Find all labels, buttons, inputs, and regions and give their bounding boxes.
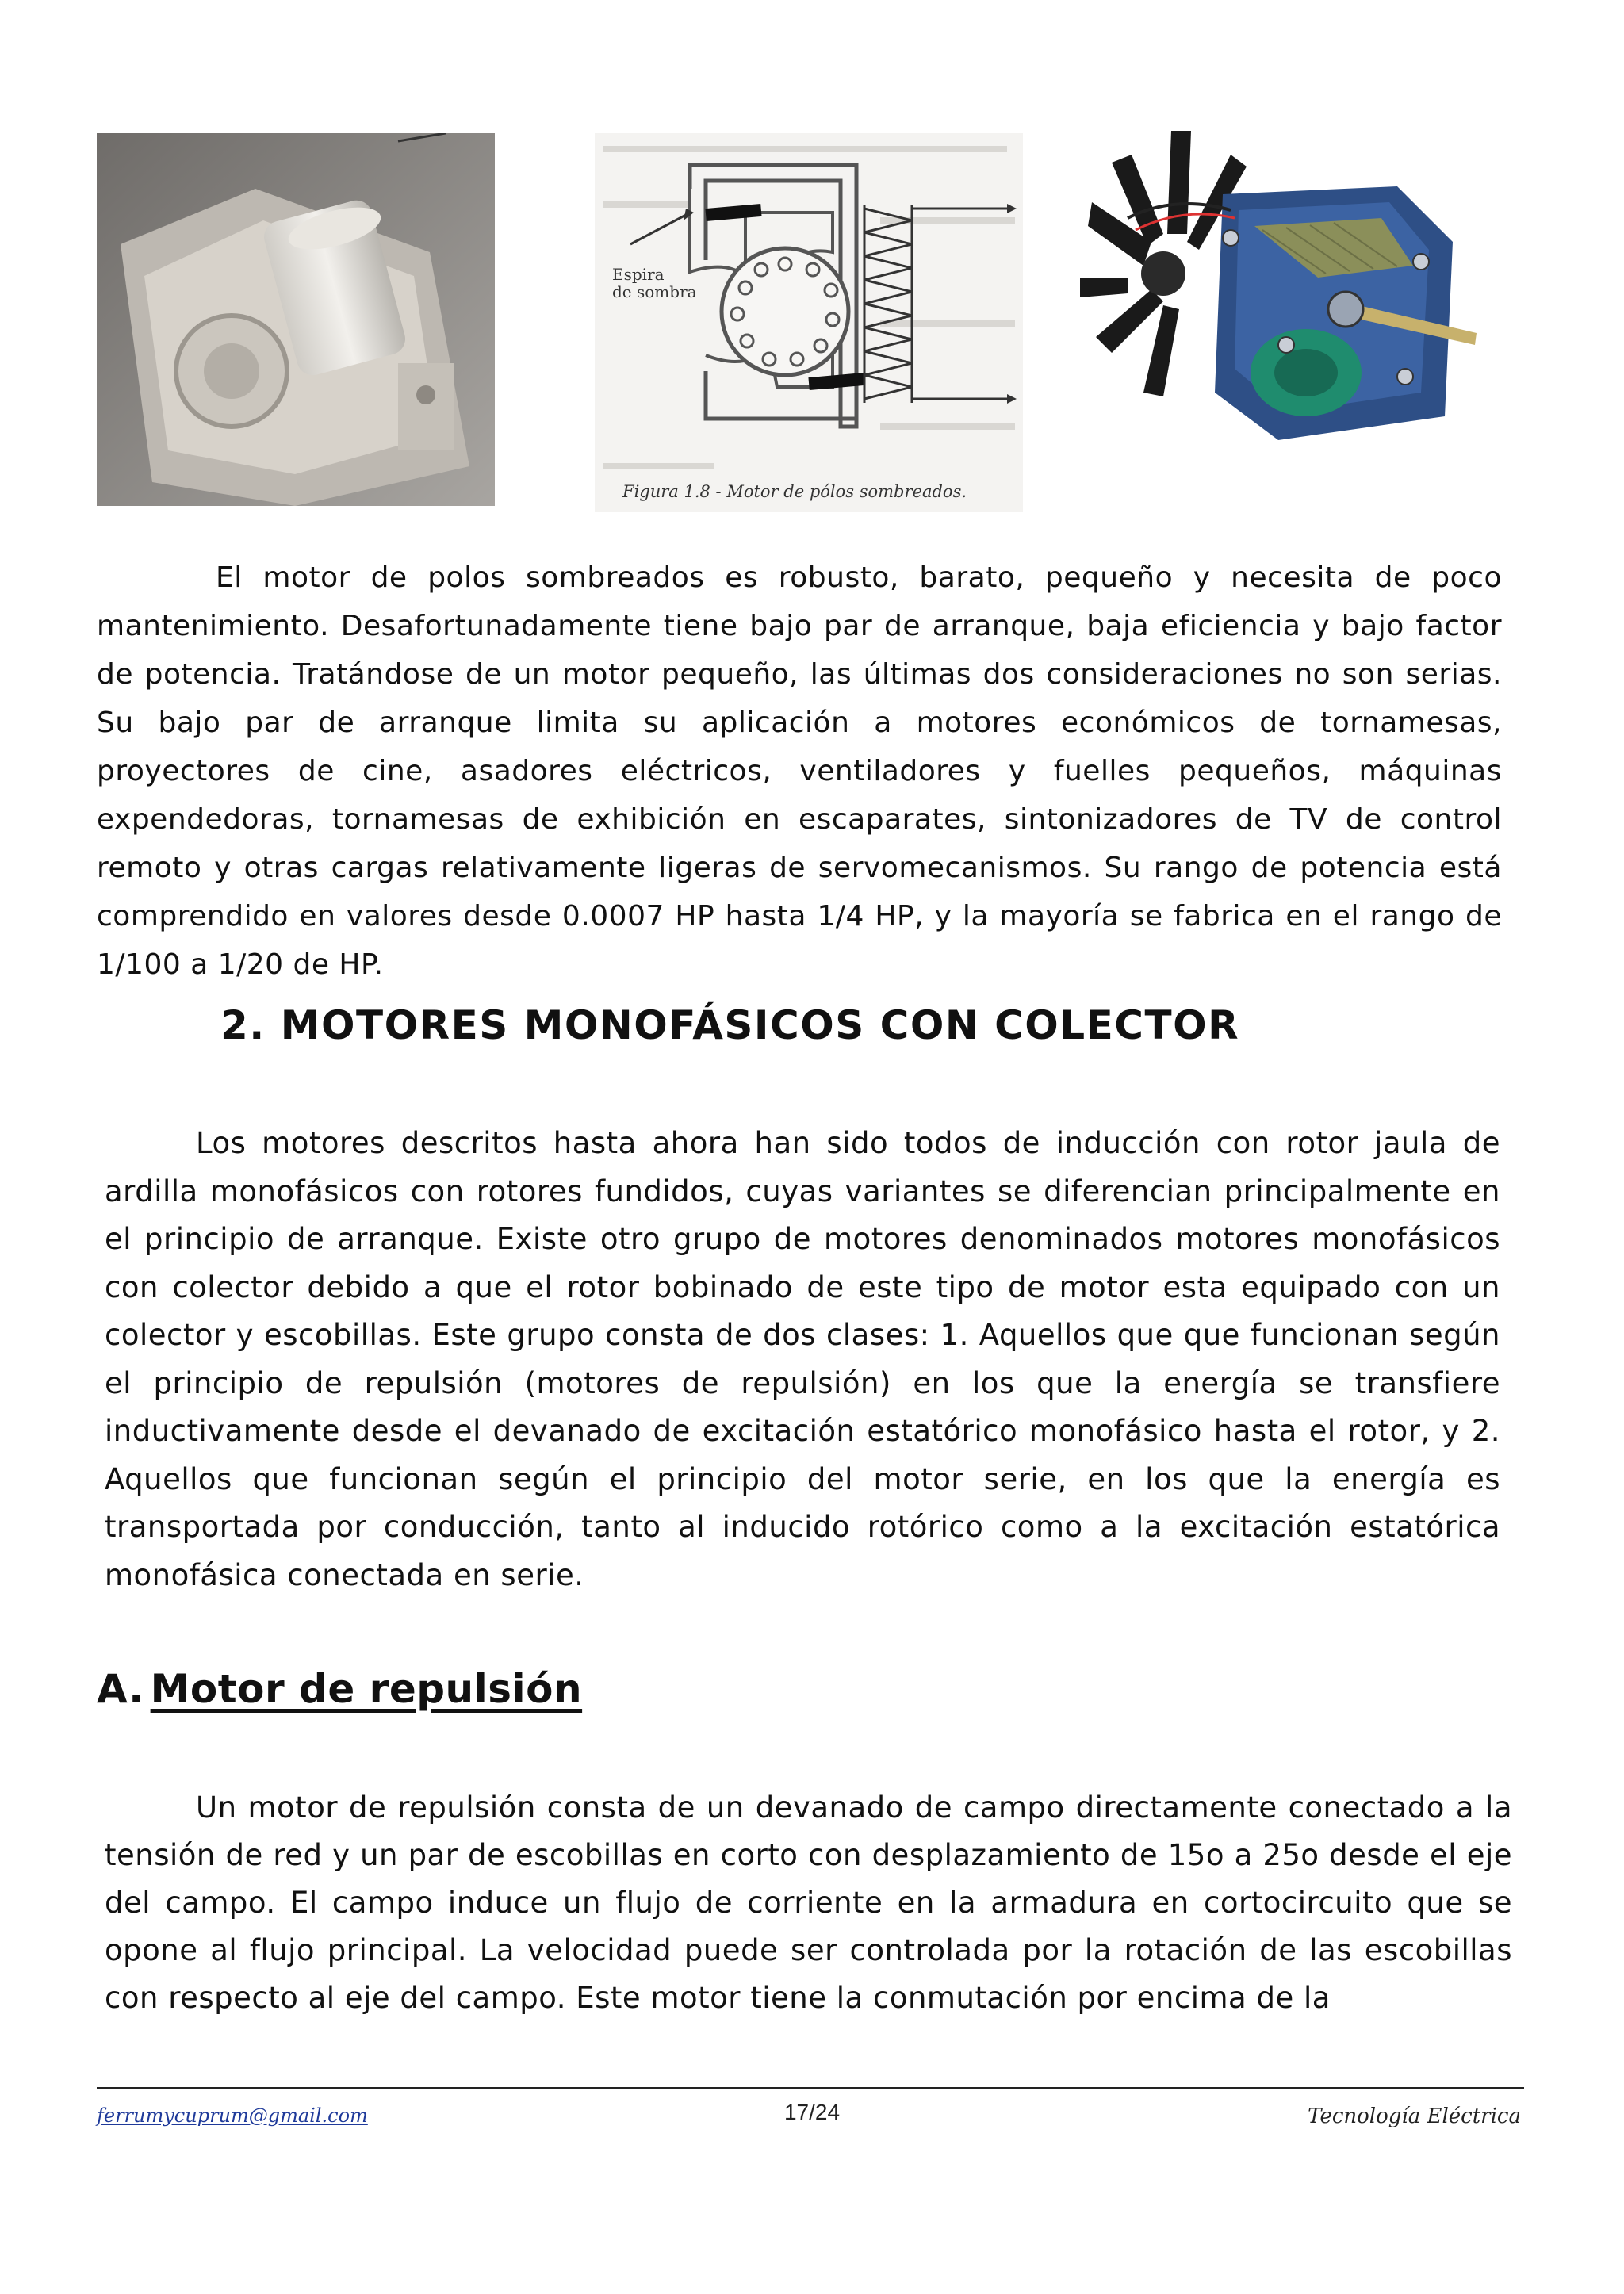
espira-label: Espira	[612, 265, 665, 284]
footer-divider	[97, 2087, 1524, 2089]
section2-paragraph	[105, 1120, 1500, 1599]
sombra-label: de sombra	[612, 282, 697, 301]
section-number: 2.	[220, 1002, 266, 1048]
section2-paragraph-text: Los motores descritos hasta ahora han sido todos de inducción con rotor jaula de ardilla monofásicos con rotores fundidos, cuyas variantes se diferencian principalmente en el principio de arranque. Existe otro grupo de motores denominados motores monofásicos con colector debido a que el rotor bobinado de este tipo de motor esta equipado con un colector y escobillas. Este grupo consta de dos clases: 1. Aquellos que que funcionan según el principio de repulsión (motores de repulsión) en los que la energía se transfiere inductivamente desde el devanado de excitación estatórico monofásico hasta el rotor, y 2. Aquellos que funcionan según el principio del motor serie, en los que la energía es transportada por conducción, tanto al inducido rotórico como a la excitación estatórica monofásica conectada en serie.	[105, 1126, 1500, 1592]
intro-paragraph-text: El motor de polos sombreados es robusto, barato, pequeño y necesita de poco mantenimiento. Desafortunadamente tiene bajo par de arranque, baja eficiencia y bajo factor de potencia. Tratándose de un motor pequeño, las últimas dos consideraciones no son serias. Su bajo par de arranque limita su aplicación a motores económicos de tornamesas, proyectores de cine, asadores eléctricos, ventiladores y fuelles pequeños, máquinas expendedoras, tornamesas de exhibición en escaparates, sintonizadores de TV de control remoto y otras cargas relativamente ligeras de servomecanismos. Su rango de potencia está comprendido en valores desde 0.0007 HP hasta 1/4 HP, y la mayoría se fabrica en el rango de 1/100 a 1/20 de HP.	[97, 561, 1502, 981]
shaded-pole-motor-photo	[97, 133, 495, 506]
sectionA-paragraph-text: Un motor de repulsión consta de un devanado de campo directamente conectado a la tensión de red y un par de escobillas en corto con desplazamiento de 15o a 25o desde el eje del campo. El campo induce un flujo de corriente en la armadura en cortocircuito que se opone al flujo principal. La velocidad puede ser controlada por la rotación de las escobillas con respecto al eje del campo. Este motor tiene la conmutación por encima de la	[105, 1790, 1512, 2015]
page-number: 17/24	[783, 2100, 841, 2124]
section-title: MOTORES MONOFÁSICOS CON COLECTOR	[280, 1002, 1240, 1048]
subsection-heading-a	[97, 1665, 582, 1714]
footer-email-link[interactable]: ferrumycuprum@gmail.com	[97, 2104, 368, 2127]
figure-caption: Figura 1.8 - Motor de pólos sombreados.	[622, 482, 967, 501]
section-heading-2	[220, 1001, 1239, 1050]
subsection-title: Motor de repulsión	[150, 1666, 583, 1712]
footer-document-title: Tecnología Eléctrica	[1308, 2104, 1521, 2128]
subsection-letter: A.	[97, 1666, 144, 1712]
fan-motor-photo	[1080, 107, 1492, 500]
sectionA-paragraph	[105, 1784, 1512, 2022]
intro-paragraph	[97, 553, 1502, 989]
shaded-pole-diagram	[595, 133, 1023, 512]
